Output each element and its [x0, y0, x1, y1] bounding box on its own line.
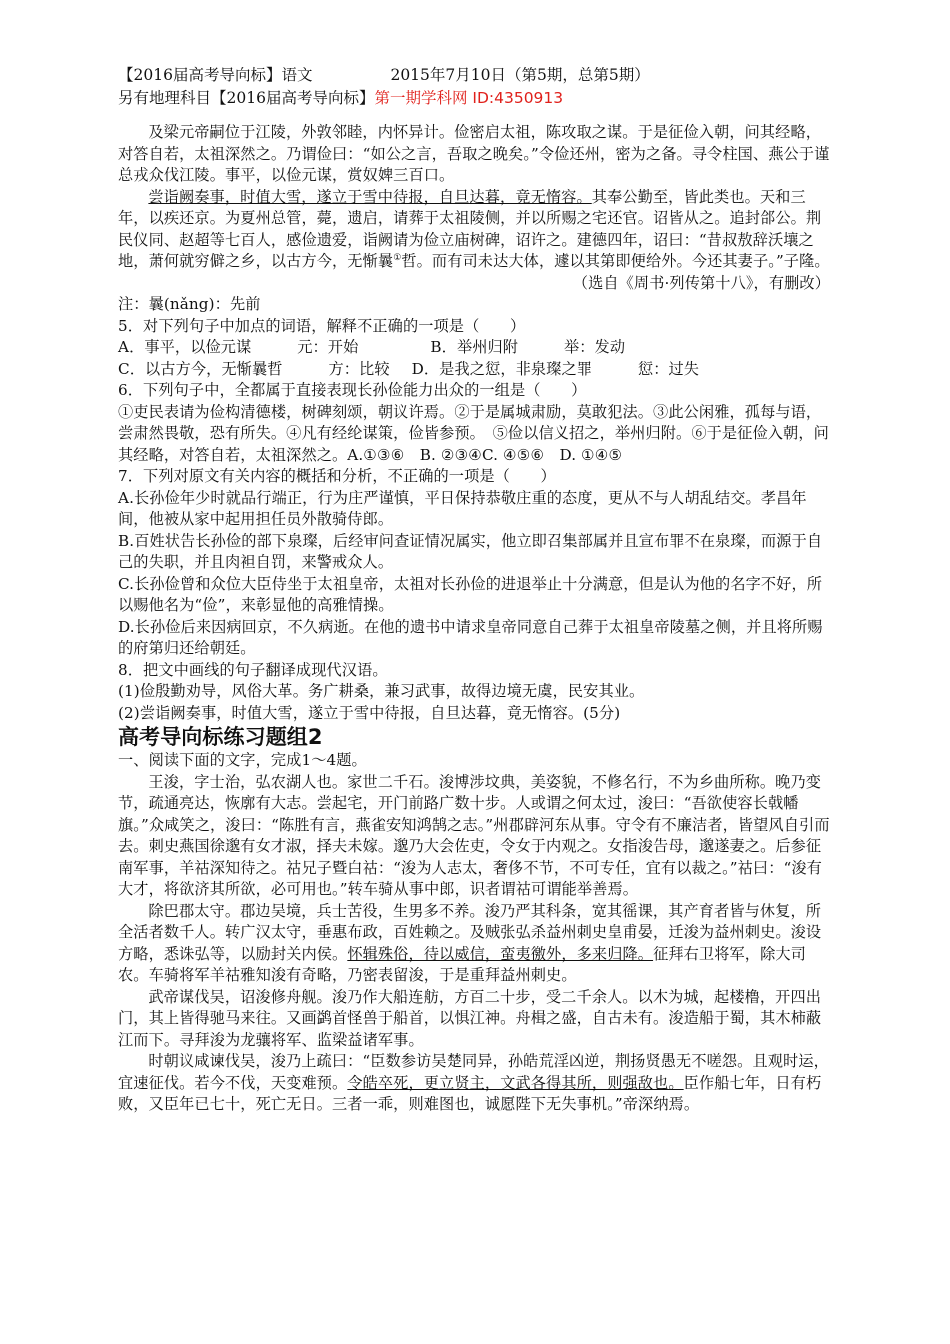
passage1-note: 注：曩(nǎng)：先前	[118, 295, 261, 313]
q7-option-d: D.长孙俭后来因病回京，不久病逝。在他的遗书中请求皇帝同意自己葬于太祖皇帝陵墓之侧，并且将所赐的府第归还给朝廷。	[118, 617, 823, 657]
section2-paragraph-4	[118, 1051, 830, 1116]
q5-option-b: B．举州归附 举：发动	[430, 338, 626, 356]
section2-paragraph-2-b: 征拜右卫将军，除大司农。车骑将军羊祜雅知浚有奇略，乃密表留浚，于是重拜益州刺史。	[118, 944, 806, 984]
q5-options-cd	[118, 359, 830, 381]
q5-option-d: D．是我之愆，非泉璨之罪 愆：过失	[411, 359, 700, 378]
section2-title: 高考导向标练习题组2	[118, 725, 323, 749]
section2-paragraph-1: 王浚，字士治，弘农湖人也。家世二千石。浚博涉坟典，美姿貌，不修名行，不为乡曲所称。晚乃变节，疏通亮达，恢廓有大志。尝起宅，开门前路广数十步。人或谓之何太过，浚曰：“吾欲使容长戟幡旗。”众咸笑之，浚曰：“陈胜有言，燕雀安知鸿鹄之志。”州郡辟河东从事。守令有不廉洁者，皆望风自引而去。刺史燕国徐邈有女才淑，择夫未嫁。邈乃大会佐吏，令女于内观之。女指浚告母，邈遂妻之。后参征南军事，羊祜深知待之。祜兄子暨白祜：“浚为人志太，奢侈不节，不可专任，宜有以裁之。”祜曰：“浚有大才，将欲济其所欲，必可用也。”转车骑从事中郎，识者谓祜可谓能举善焉。	[118, 772, 830, 898]
header-issue-date: 2015年7月10日（第5期，总第5期）	[390, 66, 650, 84]
q5-options-ab	[118, 337, 830, 359]
underlined-sentence-3: 令皓卒死，更立贤主，文武各得其所，则强敌也。	[347, 1073, 684, 1092]
q8-sentence-1: (1)俭殷勤劝导，风俗大革。务广耕桑，兼习武事，故得边境无虞，民安其业。	[118, 682, 645, 700]
q8-stem: 8．把文中画线的句子翻译成现代汉语。	[118, 660, 388, 679]
header-series-title: 【2016届高考导向标】语文	[118, 66, 313, 84]
footnote-marker: ①	[393, 252, 402, 263]
header-extra-subject: 另有地理科目【2016届高考导向标】	[118, 89, 375, 107]
q8-sentence-2: (2)尝诣阙奏事，时值大雪，遂立于雪中待报，自旦达暮，竟无惰容。(5分)	[118, 703, 621, 722]
section2-paragraph-2-a: 除巴郡太守。郡边吴境，兵士苦役，生男多不养。浚乃严其科条，宽其徭课，其产育者皆与休复，所全活者数千人。转广汉太守，垂惠布政，百姓赖之。及贼张弘杀益州刺史皇甫晏，迁浚为益州刺史。浚设方略，悉诛弘等，以励封关内侯。	[118, 901, 822, 963]
passage1-paragraph-2-text: 其奉公勤至，皆此类也。天和三年，以疾还京。为夏州总管，薨，遗启，请葬于太祖陵侧，并以所赐之宅还官。诏皆从之。追封郃公。荆民仪同、赵超等七百人，感俭遗爱，诣阙请为俭立庙树碑，诏许之。建德四年，诏曰：“昔叔敖辞沃壤之地，萧何就穷僻之乡，以古方今，无惭曩	[118, 187, 822, 270]
main-content	[118, 122, 830, 1116]
q5-option-a: A．事平，以俭元谋 元：开始	[118, 338, 359, 356]
q7-option-a: A.长孙俭年少时就品行端正，行为庄严谨慎，平日保持恭敬庄重的态度，更从不与人胡乱结交。孝昌年间，他被从家中起用担任员外散骑侍郎。	[118, 488, 807, 528]
section2-paragraph-4-a: 时朝议咸谏伐吴，浚乃上疏曰：“臣数参访吴楚同异，孙皓荒淫凶逆，荆扬贤愚无不嗟怨。且观时运，宜速征伐。若今不伐，天变难预。	[118, 1052, 829, 1092]
passage1-paragraph-2-end: 哲。而有司未达大体，遽以其第即便给外。今还其妻子。”子隆。	[401, 252, 830, 270]
section2-paragraph-3: 武帝谋伐吴，诏浚修舟舰。浚乃作大船连舫，方百二十步，受二千余人。以木为城，起楼橹，开四出门，其上皆得驰马来往。又画鹢首怪兽于船首，以惧江神。舟楫之盛，自古未有。浚造船于蜀，其木柿蔽江而下。寻拜浚为龙骧将军、监梁益诸军事。	[118, 987, 822, 1049]
q7-option-b: B.百姓状告长孙俭的部下泉璨，后经审问查证情况属实，他立即召集部属并且宣布罪不在泉璨，而源于自己的失职，并且肉袒自罚，来警戒众人。	[118, 531, 823, 571]
q7-stem: 7．下列对原文有关内容的概括和分析，不正确的一项是（ ）	[118, 467, 556, 485]
section2-intro: 一、阅读下面的文字，完成1～4题。	[118, 751, 367, 769]
q5-stem: 5．对下列句子中加点的词语，解释不正确的一项是（ ）	[118, 316, 526, 335]
underlined-sentence-2: 怀辑殊俗，待以威信，蛮夷徼外，多来归降。	[347, 944, 654, 963]
passage1-paragraph-2	[118, 187, 830, 273]
underlined-sentence-1: 尝诣阙奏事，时值大雪，遂立于雪中待报，自旦达暮，竟无惰容。	[148, 187, 592, 206]
section2-paragraph-4-b: 臣作船七年，日有朽败，又臣年已七十，死亡无日。三者一乖，则难图也，诚愿陛下无失事机。”帝深纳焉。	[118, 1073, 822, 1113]
q7-option-c: C.长孙俭曾和众位大臣侍坐于太祖皇帝，太祖对长孙俭的进退举止十分满意，但是认为他的名字不好，所以赐他名为“俭”，来彰显他的高雅情操。	[118, 574, 823, 614]
passage1-paragraph-1: 及梁元帝嗣位于江陵，外敦邻睦，内怀异计。俭密启太祖，陈攻取之谋。于是征俭入朝，问其经略，对答自若，太祖深然之。乃谓俭曰：“如公之言，吾取之晚矣。”令俭还州，密为之备。寻令柱国、燕公于谨总戎众伐江陵。事平，以俭元谋，赏奴婢三百口。	[118, 123, 830, 184]
passage1-source: （选自《周书·列传第十八》，有删改）	[572, 273, 830, 292]
q6-stem: 6．下列句子中，全都属于直接表现长孙俭能力出众的一组是（ ）	[118, 381, 587, 399]
section2-paragraph-2	[118, 901, 830, 987]
header-line-2	[118, 88, 563, 108]
q6-body: ①吏民表请为俭构清德楼，树碑刻颂，朝议许焉。②于是属城肃励，莫敢犯法。③此公闲雅，孤每与语，尝肃然畏敬，恐有所失。④凡有经纶谋策，俭皆参预。 ⑤俭以信义招之，举州归附。⑥于是征俭入朝，问其经略，对答自若，太祖深然之。A.①③⑥ B. ②③④C. ④⑤⑥ D. ①④⑤	[118, 402, 829, 464]
header-line-1	[118, 65, 650, 85]
q5-option-c: C．以古方今，无惭曩哲 方：比较	[118, 359, 390, 378]
header-site-id: 第一期学科网 ID:4350913	[374, 89, 564, 107]
